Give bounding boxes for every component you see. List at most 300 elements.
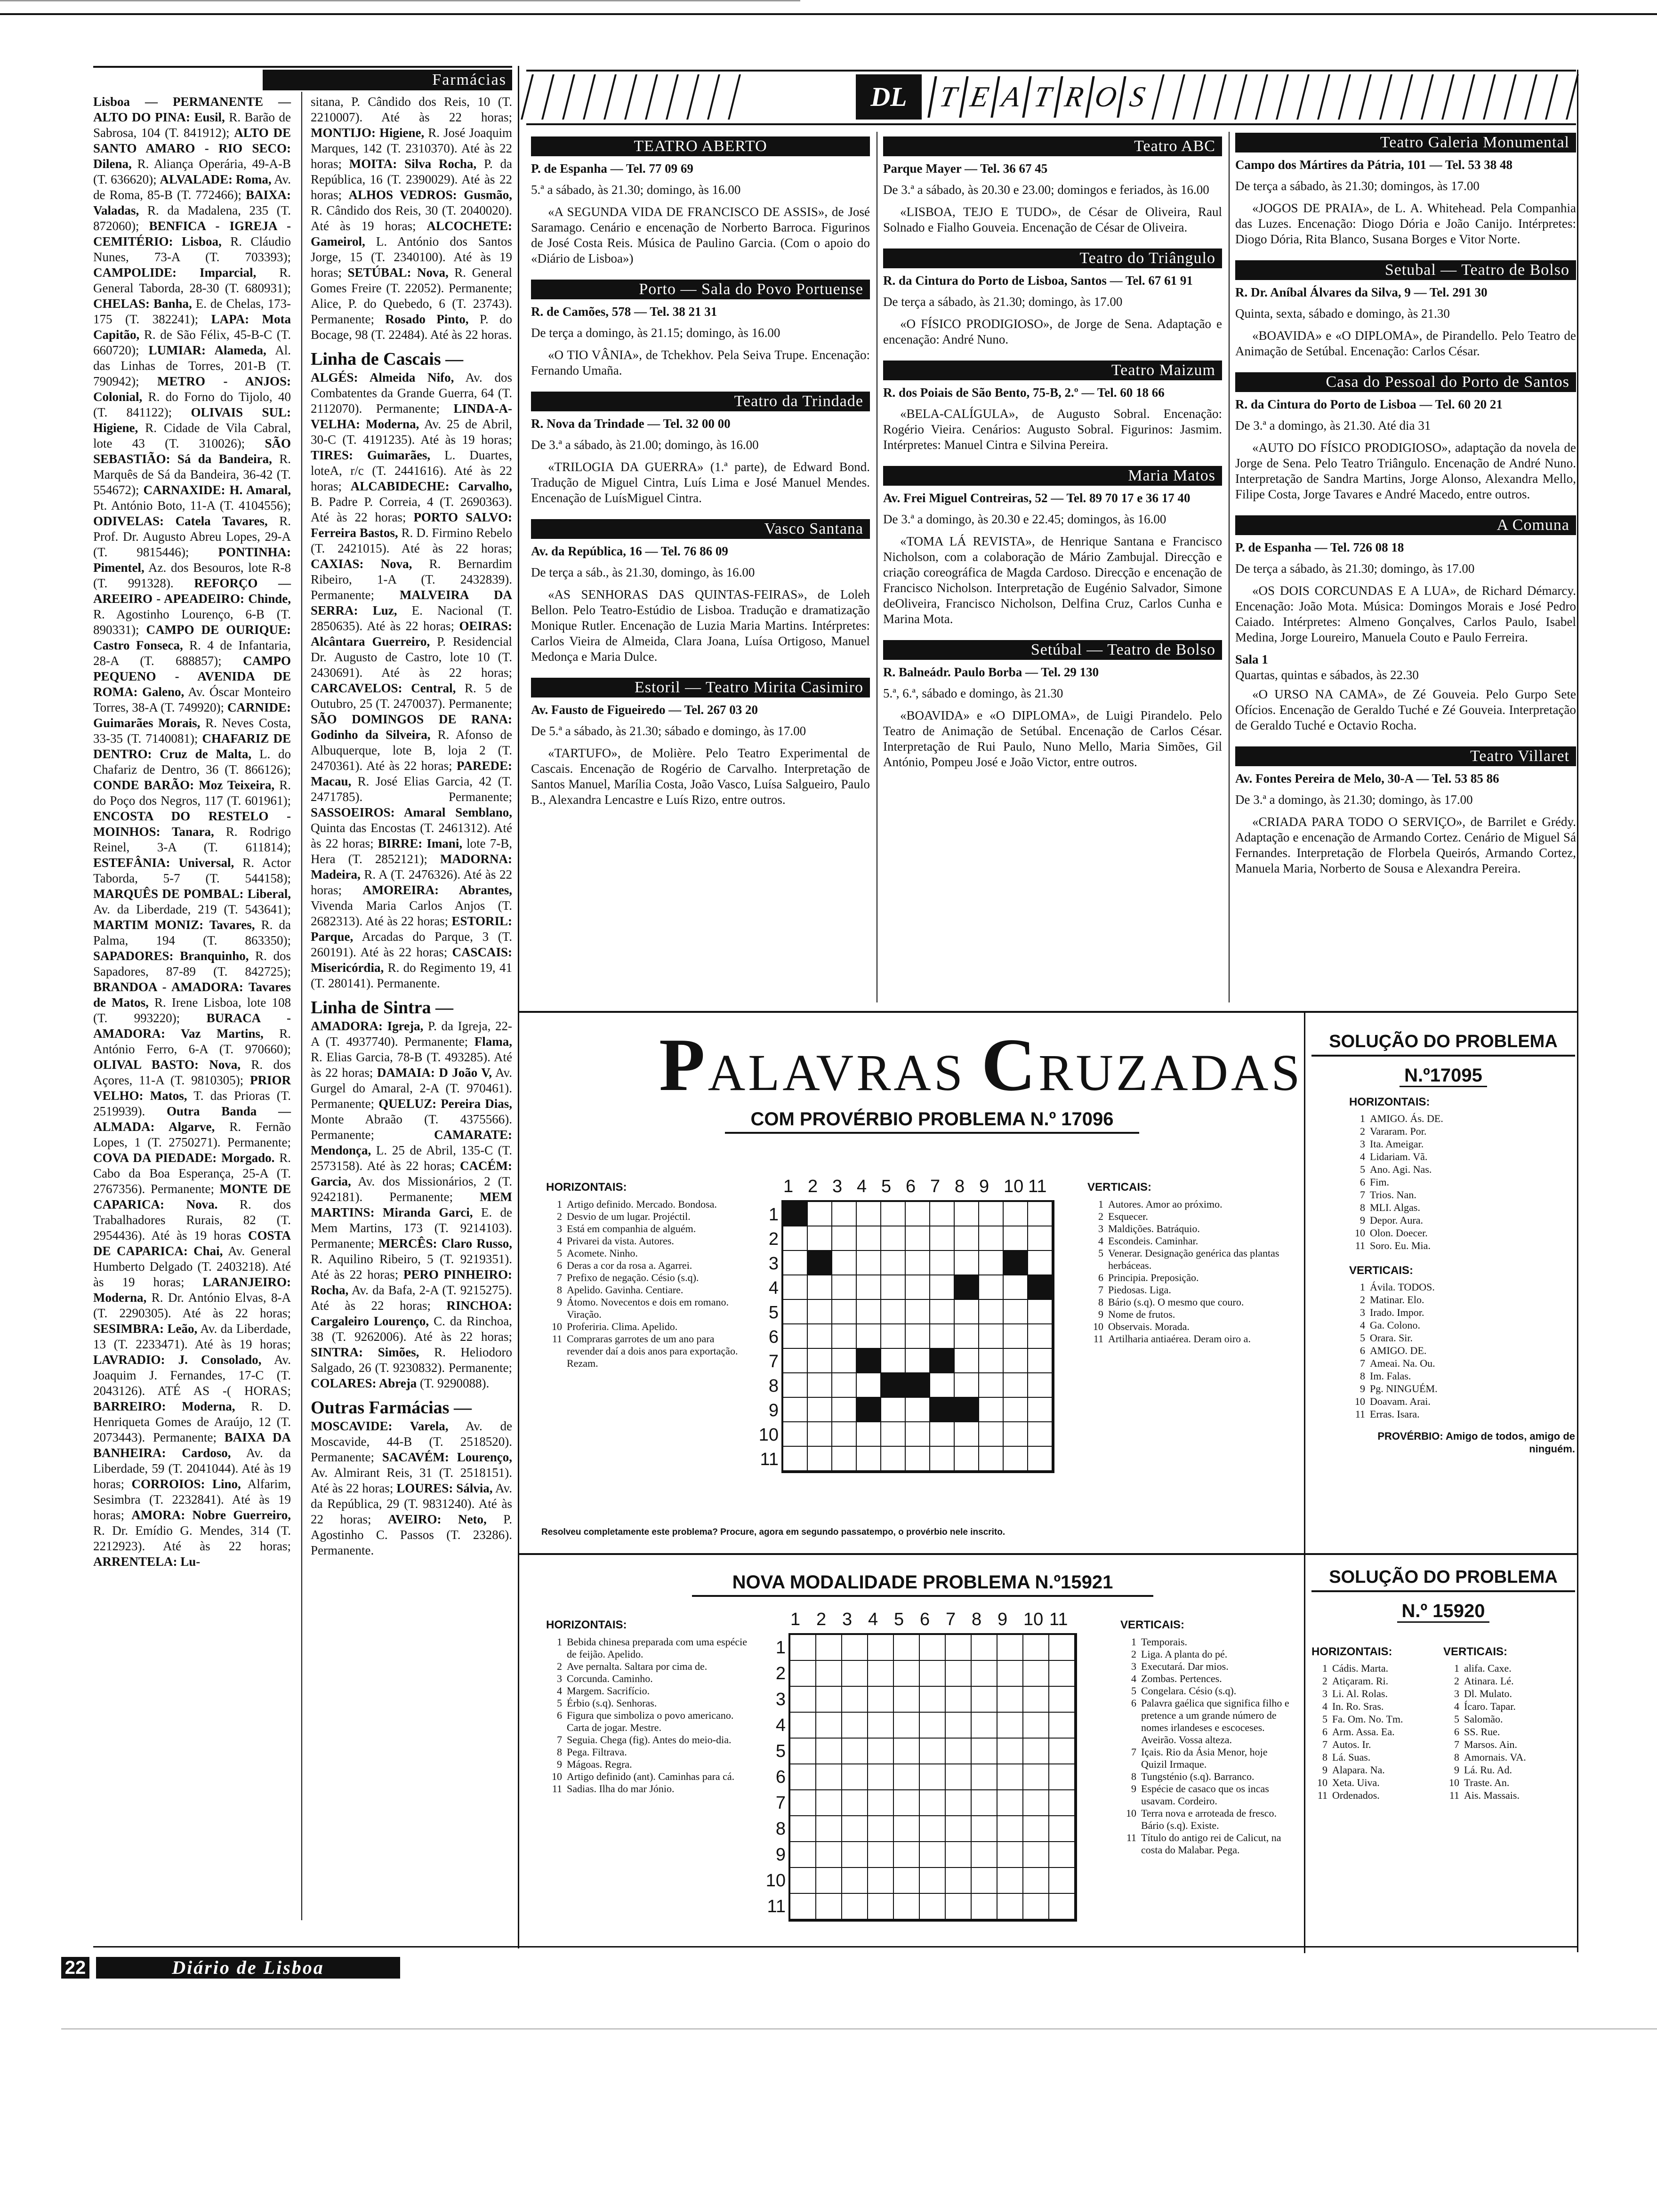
grid-column-number: 5 <box>881 1177 892 1196</box>
clue-text: Escondeis. Caminhar. <box>1108 1235 1199 1247</box>
white-cell[interactable] <box>783 1398 808 1422</box>
white-cell[interactable] <box>1004 1275 1028 1300</box>
white-cell[interactable] <box>881 1422 906 1447</box>
white-cell[interactable] <box>946 1635 972 1661</box>
white-cell[interactable] <box>868 1687 894 1713</box>
white-cell[interactable] <box>997 1842 1023 1868</box>
white-cell[interactable] <box>979 1447 1004 1471</box>
white-cell[interactable] <box>868 1790 894 1816</box>
white-cell[interactable] <box>857 1226 881 1251</box>
pharmacy-name: OLIVAIS SUL: Higiene, <box>93 405 291 435</box>
white-cell[interactable] <box>790 1868 816 1894</box>
white-cell[interactable] <box>1023 1894 1049 1920</box>
white-cell[interactable] <box>946 1842 972 1868</box>
white-cell[interactable] <box>920 1894 946 1920</box>
white-cell[interactable] <box>790 1739 816 1764</box>
pharmacy-address: R. Cabo da Boa Esperança, 25-A (T. 2767356). Permanente; <box>93 1151 291 1196</box>
white-cell[interactable] <box>808 1202 832 1226</box>
white-cell[interactable] <box>1049 1764 1075 1790</box>
white-cell[interactable] <box>857 1422 881 1447</box>
white-cell[interactable] <box>842 1687 868 1713</box>
white-cell[interactable] <box>920 1635 946 1661</box>
white-cell[interactable] <box>920 1816 946 1842</box>
white-cell[interactable] <box>790 1894 816 1920</box>
white-cell[interactable] <box>842 1635 868 1661</box>
white-cell[interactable] <box>946 1868 972 1894</box>
white-cell[interactable] <box>1004 1422 1028 1447</box>
clue <box>546 1771 748 1783</box>
white-cell[interactable] <box>979 1300 1004 1324</box>
white-cell[interactable] <box>832 1202 857 1226</box>
white-cell[interactable] <box>946 1764 972 1790</box>
white-cell[interactable] <box>930 1422 955 1447</box>
solution-row <box>1349 1201 1575 1214</box>
white-cell[interactable] <box>1023 1713 1049 1739</box>
white-cell[interactable] <box>972 1661 997 1687</box>
white-cell[interactable] <box>816 1868 842 1894</box>
pharmacy-address: Av. da República, 29 (T. 9831240). Até às 22 horas; <box>311 1481 512 1526</box>
white-cell[interactable] <box>955 1349 979 1373</box>
pharmacy-name: AMOREIRA: Abrantes, <box>362 883 513 897</box>
white-cell[interactable] <box>1049 1816 1075 1842</box>
white-cell[interactable] <box>868 1868 894 1894</box>
teatros-column-3 <box>1235 133 1576 890</box>
white-cell[interactable] <box>808 1349 832 1373</box>
white-cell[interactable] <box>979 1202 1004 1226</box>
white-cell[interactable] <box>816 1661 842 1687</box>
white-cell[interactable] <box>868 1842 894 1868</box>
pharmacy-address: R. Actor Taborda, 5-7 (T. 544158); <box>93 856 291 885</box>
white-cell[interactable] <box>881 1226 906 1251</box>
white-cell[interactable] <box>1023 1635 1049 1661</box>
white-cell[interactable] <box>1028 1447 1053 1471</box>
pharmacy-name: MARQUÊS DE POMBAL: Liberal, <box>93 887 291 901</box>
white-cell[interactable] <box>881 1349 906 1373</box>
white-cell[interactable] <box>857 1300 881 1324</box>
white-cell[interactable] <box>930 1251 955 1275</box>
white-cell[interactable] <box>955 1324 979 1349</box>
white-cell[interactable] <box>930 1202 955 1226</box>
white-cell[interactable] <box>920 1713 946 1739</box>
white-cell[interactable] <box>808 1226 832 1251</box>
white-cell[interactable] <box>816 1687 842 1713</box>
white-cell[interactable] <box>881 1398 906 1422</box>
white-cell[interactable] <box>894 1635 920 1661</box>
grid-row-number: 10 <box>758 1425 779 1445</box>
region-heading: Linha de Sintra — <box>311 998 454 1018</box>
solution-text: Ga. Colono. <box>1370 1319 1420 1331</box>
white-cell[interactable] <box>972 1842 997 1868</box>
white-cell[interactable] <box>783 1349 808 1373</box>
white-cell[interactable] <box>920 1764 946 1790</box>
white-cell[interactable] <box>868 1739 894 1764</box>
white-cell[interactable] <box>955 1202 979 1226</box>
white-cell[interactable] <box>842 1790 868 1816</box>
white-cell[interactable] <box>1028 1300 1053 1324</box>
white-cell[interactable] <box>857 1251 881 1275</box>
clue <box>546 1673 748 1685</box>
white-cell[interactable] <box>783 1447 808 1471</box>
white-cell[interactable] <box>906 1324 930 1349</box>
white-cell[interactable] <box>783 1275 808 1300</box>
white-cell[interactable] <box>842 1739 868 1764</box>
solution-row <box>1443 1725 1561 1738</box>
white-cell[interactable] <box>1049 1687 1075 1713</box>
white-cell[interactable] <box>997 1894 1023 1920</box>
white-cell[interactable] <box>790 1635 816 1661</box>
white-cell[interactable] <box>857 1373 881 1398</box>
white-cell[interactable] <box>842 1713 868 1739</box>
white-cell[interactable] <box>868 1661 894 1687</box>
white-cell[interactable] <box>816 1764 842 1790</box>
white-cell[interactable] <box>979 1422 1004 1447</box>
white-cell[interactable] <box>894 1739 920 1764</box>
white-cell[interactable] <box>946 1687 972 1713</box>
pharmacy-address: Av. 25 de Abril, 30-C (T. 4191235). Até às 19 horas; <box>311 417 512 447</box>
solution-row <box>1349 1176 1575 1188</box>
white-cell[interactable] <box>868 1713 894 1739</box>
clue-text: Sadias. Ilha do mar Jónio. <box>567 1783 675 1795</box>
white-cell[interactable] <box>955 1226 979 1251</box>
white-cell[interactable] <box>842 1764 868 1790</box>
white-cell[interactable] <box>972 1894 997 1920</box>
clue <box>1087 1198 1285 1210</box>
white-cell[interactable] <box>1049 1635 1075 1661</box>
white-cell[interactable] <box>997 1661 1023 1687</box>
white-cell[interactable] <box>1023 1842 1049 1868</box>
white-cell[interactable] <box>894 1764 920 1790</box>
solution-text: SS. Rue. <box>1464 1726 1500 1738</box>
white-cell[interactable] <box>783 1226 808 1251</box>
white-cell[interactable] <box>868 1894 894 1920</box>
clue-text: Nome de frutos. <box>1108 1308 1175 1320</box>
white-cell[interactable] <box>832 1300 857 1324</box>
white-cell[interactable] <box>808 1300 832 1324</box>
clue-number: 7 <box>1098 1284 1103 1296</box>
white-cell[interactable] <box>946 1894 972 1920</box>
white-cell[interactable] <box>1004 1300 1028 1324</box>
white-cell[interactable] <box>920 1842 946 1868</box>
white-cell[interactable] <box>1028 1398 1053 1422</box>
white-cell[interactable] <box>906 1226 930 1251</box>
white-cell[interactable] <box>857 1324 881 1349</box>
white-cell[interactable] <box>955 1422 979 1447</box>
white-cell[interactable] <box>1004 1226 1028 1251</box>
solution-row <box>1443 1687 1561 1700</box>
clue-text: Corcunda. Caminho. <box>567 1673 653 1684</box>
white-cell[interactable] <box>946 1713 972 1739</box>
white-cell[interactable] <box>979 1349 1004 1373</box>
clue <box>546 1284 744 1296</box>
title-part-2: RUZADAS <box>1038 1044 1303 1101</box>
white-cell[interactable] <box>842 1868 868 1894</box>
white-cell[interactable] <box>955 1300 979 1324</box>
white-cell[interactable] <box>832 1373 857 1398</box>
white-cell[interactable] <box>808 1373 832 1398</box>
solution-row <box>1349 1306 1575 1319</box>
solution-text: Traste. An. <box>1464 1777 1510 1788</box>
theatre-play: «OS DOIS CORCUNDAS E A LUA», de Richard Démarcy. Encenação: João Mota. Música: Domingos Morais e José Pedro Caiado. Intérpretes: Almeno Gonçalves, Carlos Paulo, Isabel Medina, Jorge Loureiro, Manuela Couto e Paulo Ferreira. <box>1235 584 1576 644</box>
white-cell[interactable] <box>972 1868 997 1894</box>
white-cell[interactable] <box>920 1790 946 1816</box>
white-cell[interactable] <box>832 1398 857 1422</box>
white-cell[interactable] <box>906 1202 930 1226</box>
white-cell[interactable] <box>1028 1422 1053 1447</box>
white-cell[interactable] <box>906 1447 930 1471</box>
white-cell[interactable] <box>930 1373 955 1398</box>
white-cell[interactable] <box>894 1687 920 1713</box>
white-cell[interactable] <box>1028 1251 1053 1275</box>
clue-number: 5 <box>1131 1685 1136 1697</box>
white-cell[interactable] <box>816 1816 842 1842</box>
grid-column-number: 1 <box>783 1177 794 1196</box>
white-cell[interactable] <box>881 1300 906 1324</box>
solution-1 <box>1311 1032 1575 1455</box>
white-cell[interactable] <box>972 1764 997 1790</box>
white-cell[interactable] <box>790 1661 816 1687</box>
clue <box>546 1259 744 1272</box>
white-cell[interactable] <box>1049 1868 1075 1894</box>
white-cell[interactable] <box>997 1635 1023 1661</box>
white-cell[interactable] <box>881 1275 906 1300</box>
white-cell[interactable] <box>979 1373 1004 1398</box>
theatre-play: «BOAVIDA» e «O DIPLOMA», de Pirandello. Pelo Teatro de Animação de Setúbal. Encenação: Carlos César. <box>1235 329 1576 358</box>
spacer <box>883 777 1222 783</box>
white-cell[interactable] <box>946 1790 972 1816</box>
white-cell[interactable] <box>930 1275 955 1300</box>
white-cell[interactable] <box>946 1739 972 1764</box>
white-cell[interactable] <box>1004 1324 1028 1349</box>
pharmacy-name: QUELUZ: Pereira Dias, <box>378 1097 512 1111</box>
region-heading: Outras Farmácias — <box>311 1398 472 1418</box>
white-cell[interactable] <box>808 1324 832 1349</box>
white-cell[interactable] <box>906 1300 930 1324</box>
white-cell[interactable] <box>972 1816 997 1842</box>
white-cell[interactable] <box>832 1324 857 1349</box>
white-cell[interactable] <box>783 1422 808 1447</box>
white-cell[interactable] <box>920 1687 946 1713</box>
grid-column-number: 4 <box>857 1177 867 1196</box>
white-cell[interactable] <box>783 1373 808 1398</box>
white-cell[interactable] <box>894 1661 920 1687</box>
white-cell[interactable] <box>1004 1202 1028 1226</box>
white-cell[interactable] <box>842 1894 868 1920</box>
clue <box>1120 1648 1295 1660</box>
white-cell[interactable] <box>930 1226 955 1251</box>
white-cell[interactable] <box>1049 1661 1075 1687</box>
pharmacy-address: Az. dos Besouros, lote R-8 (T. 991328). <box>93 561 291 590</box>
clue-text: Prefixo de negação. Césio (s.q). <box>567 1272 699 1283</box>
white-cell[interactable] <box>930 1324 955 1349</box>
white-cell[interactable] <box>972 1635 997 1661</box>
white-cell[interactable] <box>979 1226 1004 1251</box>
solution-1-number-wrap <box>1311 1065 1575 1086</box>
white-cell[interactable] <box>997 1687 1023 1713</box>
pharmacy-name: SACAVÉM: Lourenço, <box>382 1450 512 1464</box>
white-cell[interactable] <box>894 1894 920 1920</box>
white-cell[interactable] <box>868 1816 894 1842</box>
white-cell[interactable] <box>997 1868 1023 1894</box>
white-cell[interactable] <box>894 1842 920 1868</box>
pharmacy-name: SINTRA: Simões, <box>311 1345 419 1359</box>
white-cell[interactable] <box>1028 1349 1053 1373</box>
clue <box>546 1272 744 1284</box>
white-cell[interactable] <box>808 1422 832 1447</box>
white-cell[interactable] <box>1028 1373 1053 1398</box>
white-cell[interactable] <box>955 1373 979 1398</box>
white-cell[interactable] <box>997 1739 1023 1764</box>
white-cell[interactable] <box>816 1739 842 1764</box>
white-cell[interactable] <box>808 1447 832 1471</box>
white-cell[interactable] <box>894 1790 920 1816</box>
white-cell[interactable] <box>857 1202 881 1226</box>
white-cell[interactable] <box>997 1713 1023 1739</box>
pharmacy-name: CORROIOS: Lino, <box>131 1477 241 1491</box>
white-cell[interactable] <box>946 1816 972 1842</box>
problem-2-title: NOVA MODALIDADE PROBLEMA N.º15921 <box>692 1572 1153 1597</box>
theatre-title: Casa do Pessoal do Porto de Santos <box>1235 372 1576 392</box>
white-cell[interactable] <box>783 1324 808 1349</box>
white-cell[interactable] <box>972 1739 997 1764</box>
white-cell[interactable] <box>842 1661 868 1687</box>
white-cell[interactable] <box>783 1251 808 1275</box>
white-cell[interactable] <box>997 1764 1023 1790</box>
white-cell[interactable] <box>920 1661 946 1687</box>
white-cell[interactable] <box>857 1447 881 1471</box>
white-cell[interactable] <box>1023 1868 1049 1894</box>
white-cell[interactable] <box>790 1713 816 1739</box>
white-cell[interactable] <box>1049 1894 1075 1920</box>
grid-row-number: 9 <box>775 1845 786 1865</box>
white-cell[interactable] <box>1028 1324 1053 1349</box>
white-cell[interactable] <box>972 1713 997 1739</box>
white-cell[interactable] <box>1049 1842 1075 1868</box>
white-cell[interactable] <box>997 1790 1023 1816</box>
white-cell[interactable] <box>1023 1661 1049 1687</box>
white-cell[interactable] <box>832 1349 857 1373</box>
white-cell[interactable] <box>972 1790 997 1816</box>
solution-text: Autos. Ir. <box>1332 1739 1371 1750</box>
pharmacy-name: CAMPO DE OURIQUE: Castro Fonseca, <box>93 623 291 652</box>
white-cell[interactable] <box>832 1275 857 1300</box>
pharmacy-address: R. dos Açores, 11-A (T. 9810305); <box>93 1058 291 1087</box>
white-cell[interactable] <box>1004 1349 1028 1373</box>
pharmacy-address: Av. da Liberdade, 59 (T. 2041044). Até às 19 horas; <box>93 1446 291 1491</box>
white-cell[interactable] <box>881 1447 906 1471</box>
white-cell[interactable] <box>808 1398 832 1422</box>
white-cell[interactable] <box>832 1447 857 1471</box>
white-cell[interactable] <box>790 1842 816 1868</box>
pharmacy-name: MEM MARTINS: Miranda Garci, <box>311 1190 512 1219</box>
white-cell[interactable] <box>1028 1202 1053 1226</box>
white-cell[interactable] <box>894 1868 920 1894</box>
white-cell[interactable] <box>1004 1373 1028 1398</box>
clue-text: Privarei da vista. Autores. <box>567 1235 674 1247</box>
clue-number: 7 <box>557 1734 562 1746</box>
white-cell[interactable] <box>832 1226 857 1251</box>
solution-number: 3 <box>1454 1688 1459 1699</box>
white-cell[interactable] <box>920 1868 946 1894</box>
white-cell[interactable] <box>920 1739 946 1764</box>
white-cell[interactable] <box>930 1300 955 1324</box>
white-cell[interactable] <box>906 1349 930 1373</box>
white-cell[interactable] <box>1023 1739 1049 1764</box>
theatre-title: Estoril — Teatro Mirita Casimiro <box>531 678 870 697</box>
white-cell[interactable] <box>1049 1739 1075 1764</box>
white-cell[interactable] <box>832 1251 857 1275</box>
white-cell[interactable] <box>972 1687 997 1713</box>
white-cell[interactable] <box>906 1275 930 1300</box>
white-cell[interactable] <box>868 1764 894 1790</box>
grid-row-number: 6 <box>768 1327 779 1347</box>
white-cell[interactable] <box>816 1790 842 1816</box>
white-cell[interactable] <box>906 1398 930 1422</box>
white-cell[interactable] <box>816 1842 842 1868</box>
solution-number: 8 <box>1360 1370 1365 1382</box>
white-cell[interactable] <box>816 1635 842 1661</box>
white-cell[interactable] <box>783 1300 808 1324</box>
theatre-address: R. Nova da Trindade — Tel. 32 00 00 <box>531 417 731 431</box>
white-cell[interactable] <box>979 1398 1004 1422</box>
white-cell[interactable] <box>1023 1687 1049 1713</box>
white-cell[interactable] <box>1023 1790 1049 1816</box>
white-cell[interactable] <box>857 1275 881 1300</box>
white-cell[interactable] <box>790 1816 816 1842</box>
white-cell[interactable] <box>816 1713 842 1739</box>
white-cell[interactable] <box>832 1422 857 1447</box>
pharmacy-name: CAMPO PEQUENO - AVENIDA DE ROMA: Galeno, <box>93 654 291 699</box>
white-cell[interactable] <box>790 1790 816 1816</box>
white-cell[interactable] <box>1023 1816 1049 1842</box>
white-cell[interactable] <box>868 1635 894 1661</box>
white-cell[interactable] <box>1004 1398 1028 1422</box>
white-cell[interactable] <box>1028 1226 1053 1251</box>
white-cell[interactable] <box>1023 1764 1049 1790</box>
pharmacy-address: R. Cândido dos Reis, 30 (T. 2040020). Até às 19 horas; <box>311 203 512 233</box>
white-cell[interactable] <box>979 1324 1004 1349</box>
white-cell[interactable] <box>946 1661 972 1687</box>
white-cell[interactable] <box>790 1687 816 1713</box>
pharmacy-address: R. Dr. António Elvas, 8-A (T. 2290305). Até às 22 horas; <box>93 1290 291 1320</box>
white-cell[interactable] <box>894 1816 920 1842</box>
pharmacy-name: ALHOS VEDROS: Gusmão, <box>348 188 512 202</box>
white-cell[interactable] <box>997 1816 1023 1842</box>
white-cell[interactable] <box>979 1275 1004 1300</box>
white-cell[interactable] <box>1049 1713 1075 1739</box>
white-cell[interactable] <box>842 1842 868 1868</box>
white-cell[interactable] <box>930 1447 955 1471</box>
white-cell[interactable] <box>881 1324 906 1349</box>
white-cell[interactable] <box>1049 1790 1075 1816</box>
crossword-grid-2 <box>760 1610 1113 1920</box>
white-cell[interactable] <box>906 1422 930 1447</box>
white-cell[interactable] <box>955 1251 979 1275</box>
white-cell[interactable] <box>955 1447 979 1471</box>
white-cell[interactable] <box>1004 1447 1028 1471</box>
white-cell[interactable] <box>808 1275 832 1300</box>
white-cell[interactable] <box>906 1251 930 1275</box>
white-cell[interactable] <box>979 1251 1004 1275</box>
white-cell[interactable] <box>816 1894 842 1920</box>
clue-number: 8 <box>557 1746 562 1758</box>
white-cell[interactable] <box>842 1816 868 1842</box>
white-cell[interactable] <box>790 1764 816 1790</box>
white-cell[interactable] <box>894 1713 920 1739</box>
pharmacy-name: BARREIRO: Moderna, <box>93 1399 235 1413</box>
white-cell[interactable] <box>881 1202 906 1226</box>
white-cell[interactable] <box>881 1251 906 1275</box>
pharmacy-address: R. Bernardim Ribeiro, 1-A (T. 2432839). Permanente; <box>311 557 512 602</box>
